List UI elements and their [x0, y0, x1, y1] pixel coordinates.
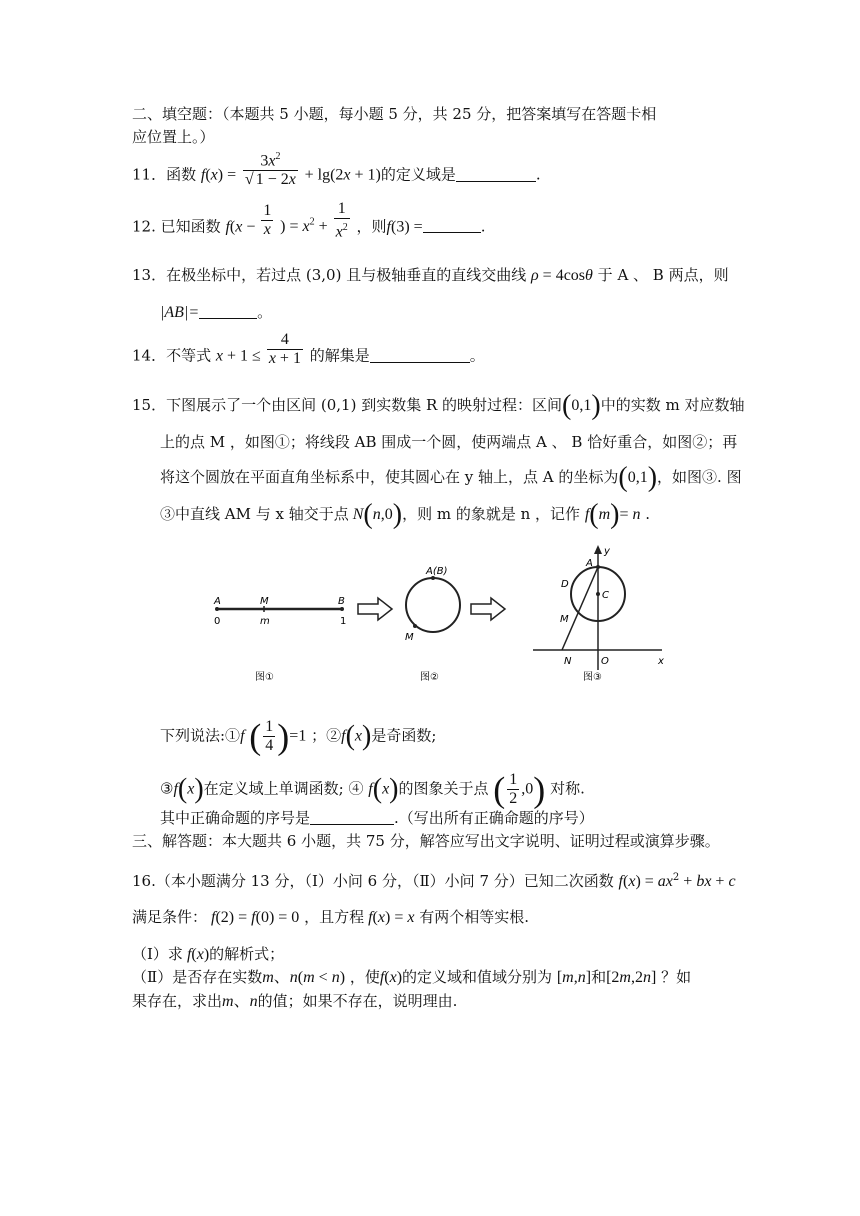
answer-blank[interactable] [199, 304, 257, 319]
section-heading-cont: 应位置上。） [132, 128, 215, 146]
arrow-icon [358, 598, 392, 620]
answer-blank[interactable] [370, 348, 470, 363]
svg-text:D: D [561, 579, 569, 590]
svg-text:1: 1 [340, 616, 347, 627]
question-11: 11．函数 f(x) = $\frac{3x^2}{√ 1 - 2x}$ + lg(2x + 1)的定义域是 . [132, 162, 541, 189]
statements-2: ③f(x)在定义域上单调函数; ④ f(x)的图象关于点 ( $\frac{1}{2}$ ,0) 对称. [160, 769, 585, 810]
question-16-part2-cont: 果存在，求出m、n的值；如果不存在，说明理由. [132, 992, 458, 1010]
svg-text:A: A [586, 558, 593, 569]
mapping-figures [200, 540, 680, 690]
svg-text:y: y [604, 546, 610, 557]
svg-text:A(B): A(B) [426, 566, 448, 577]
figure-3 [533, 545, 664, 683]
question-15-line3: 将这个圆放在平面直角坐标系中，使其圆心在 y 轴上，点 A 的坐标为(0,1)，如图③. 图 [160, 462, 742, 493]
svg-text:图③: 图③ [583, 672, 602, 683]
answer-blank[interactable] [310, 810, 394, 825]
section-heading: 二、填空题：（本题共 5 小题，每小题 5 分，共 25 分，把答案填写在答题卡相 [132, 105, 657, 123]
svg-text:B: B [338, 596, 345, 607]
svg-text:O: O [601, 656, 609, 667]
question-16-part2: （Ⅱ）是否存在实数m、n(m < n) ，使f(x)的定义域和值域分别为 [m,n]和[2m,2n] ？如 [132, 968, 692, 986]
question-14: 14．不等式 x + 1 ≤ $\frac{4}{x + 1}$ 的解集是 。 [132, 331, 485, 367]
svg-text:0: 0 [214, 616, 221, 627]
svg-text:图②: 图② [420, 672, 439, 683]
question-13: 13．在极坐标中，若过点 (3,0) 且与极轴垂直的直线交曲线 ρ = 4cosθ 于 A 、 B 两点，则 [132, 266, 729, 284]
svg-text:图①: 图① [255, 672, 274, 683]
figure-1 [213, 596, 346, 683]
question-12: 12. 已知函数 f(x − $\frac{1}{x}$ ) = $x^2$ + $\frac{1}{x^2}$ ，则f(3) = . [132, 199, 486, 240]
svg-text:C: C [602, 590, 609, 601]
svg-text:M: M [560, 614, 569, 625]
svg-text:m: m [260, 616, 270, 627]
question-16-line2: 满足条件： f(2) = f(0) = 0 ，且方程 f(x) = x 有两个相等实根. [132, 908, 530, 926]
question-13-answer: |AB|= 。 [160, 303, 273, 321]
figure-2 [405, 566, 460, 683]
svg-text:M: M [405, 632, 414, 643]
svg-text:x: x [658, 656, 664, 667]
statements-1: 下列说法:①f ( $\frac{1}{4}$ )=1 ；②f(x)是奇函数; [160, 716, 437, 757]
answer-blank[interactable] [456, 167, 536, 182]
question-15-line4: ③中直线 AM 与 x 轴交于点 N(n,0)，则 m 的象就是 n ，记作 f(m)= n . [160, 499, 651, 530]
question-15: 15．下图展示了一个由区间 (0,1) 到实数集 R 的映射过程：区间(0,1)中的实数 m 对应数轴 [132, 390, 745, 421]
arrow-icon [471, 598, 505, 620]
statements-answer: 其中正确命题的序号是 .（写出所有正确命题的序号） [160, 809, 594, 827]
question-16: 16.（本小题满分 13 分，（Ⅰ）小问 6 分，（Ⅱ）小问 7 分）已知二次函数 $f(x) = ax^2$ + bx + c [132, 872, 736, 890]
answer-blank[interactable] [423, 218, 481, 233]
svg-text:N: N [564, 656, 572, 667]
section-heading-3: 三、解答题：本大题共 6 小题，共 75 分，解答应写出文字说明、证明过程或演算步骤。 [132, 832, 720, 850]
svg-text:M: M [260, 596, 269, 607]
question-16-part1: （Ⅰ）求 f(x)的解析式； [132, 945, 285, 963]
question-15-line2: 上的点 M ，如图①；将线段 AB 围成一个圆，使两端点 A 、 B 恰好重合，如图②；再 [160, 433, 738, 451]
svg-text:A: A [214, 596, 221, 607]
